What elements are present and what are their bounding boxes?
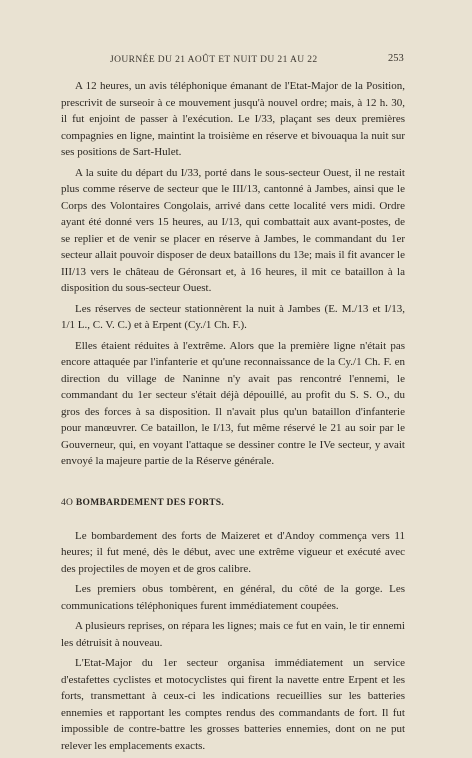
body-text <box>61 78 405 758</box>
page-number: 253 <box>388 53 404 64</box>
paragraph: A la suite du départ du I/33, porté dans le sous-secteur Ouest, il ne restait plus comme réserve de secteur que le III/13, cantonné à Jambes, ainsi que le Corps des Volontaires Congolais, arrivé dans cette localité vers midi. Ordre ayant été donné vers 15 heures, au I/13, qui combattait aux avant-postes, de se replier et de venir se placer en réserve à Jambes, le commandant du 1er secteur allait pouvoir disposer de deux bataillons du 13e; mais il fit avancer le III/13 vers le château de Géronsart et, à 16 heures, il mit ce bataillon à la disposition du sous-secteur Ouest. <box>61 166 405 294</box>
paragraph: Elles étaient réduites à l'extrême. Alors que la première ligne n'était pas encore attaquée par l'infanterie et qu'une reconnaissance de la Cy./1 Ch. F. en direction du village de Naninne n'y avait pas rencontré l'ennemi, le commandant du 1er secteur s'était déjà dépouillé, au profit du S. S. O., du gros des forces à sa disposition. Il n'avait plus qu'un bataillon d'infanterie pour manœuvrer. Ce bataillon, le I/13, fut même réservé le 21 au soir par le Gouverneur, qui, en voyant l'attaque se dessiner contre le IVe secteur, y avait envoyé la majeure partie de la Réserve générale. <box>61 339 405 467</box>
section-title: BOMBARDEMENT DES FORTS. <box>75 497 225 508</box>
paragraph: A plusieurs reprises, on répara les lignes; mais ce fut en vain, le tir ennemi les détruisit à nouveau. <box>61 620 405 649</box>
running-header: JOURNÉE DU 21 AOÛT ET NUIT DU 21 AU 22 <box>110 55 318 65</box>
section-number: 4O <box>61 497 74 508</box>
paragraph: Les premiers obus tombèrent, en général, du côté de la gorge. Les communications téléphoniques furent immédiatement coupées. <box>61 583 405 612</box>
paragraph: Le bombardement des forts de Maizeret et d'Andoy commença vers 11 heures; il fut mené, dès le début, avec une extrême vigueur et exécuté avec des projectiles de moyen et de gros calibre. <box>61 529 405 575</box>
paragraph: Les réserves de secteur stationnèrent la nuit à Jambes (E. M./13 et I/13, 1/1 L., C. V. C.) et à Erpent (Cy./1 Ch. F.). <box>61 302 405 331</box>
paragraph: A 12 heures, un avis téléphonique émanant de l'Etat-Major de la Position, prescrivit de surseoir à ce mouvement jusqu'à nouvel ordre; mais, à 12 h. 30, il fut enjoint de passer à l'exécution. Le I/33, plaçant ses deux premières compagnies en ligne, maintint la troisième en réserve et bivouaqua la nuit sur ses positions de Sart-Hulet. <box>61 80 405 158</box>
section-heading <box>61 498 405 508</box>
paragraph: L'Etat-Major du 1er secteur organisa immédiatement un service d'estafettes cyclistes et motocyclistes qui firent la navette entre Erpent et les forts, transmettant à ceux-ci les indications recueillies sur les batteries ennemies et rapportant les comptes rendus des commandants de fort. Il fut impossible de contre-battre les grosses batteries ennemies, dont on ne put relever les emplacements exacts. <box>61 657 405 752</box>
